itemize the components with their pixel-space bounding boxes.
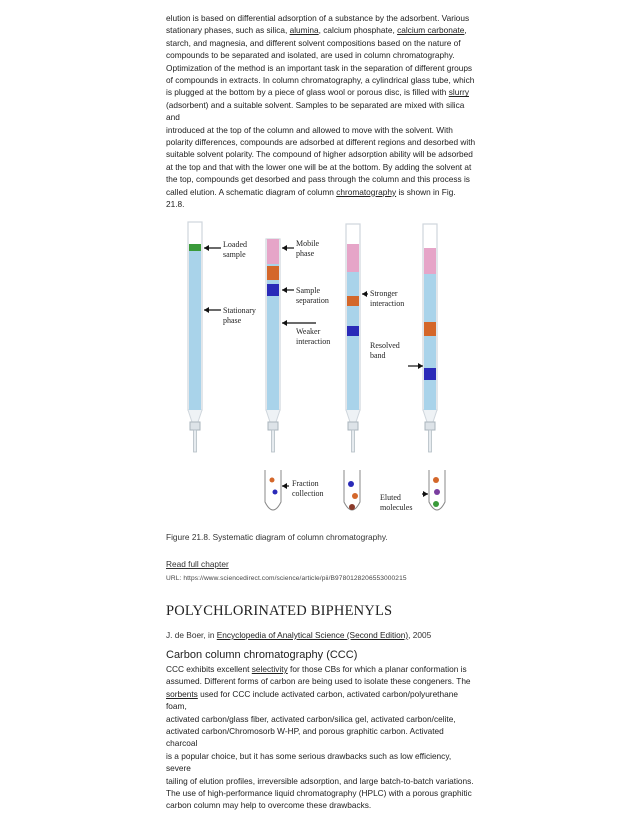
- column-4-tip: [429, 430, 432, 452]
- eluted-dot-orange: [352, 493, 358, 499]
- inline-link[interactable]: calcium carbonate: [397, 25, 465, 36]
- orange-band-2: [267, 266, 279, 280]
- blue-band-2: [267, 284, 279, 296]
- chapter-url: URL: https://www.sciencedirect.com/science/article/pii/B9780128206553000215: [166, 575, 407, 582]
- loaded-sample-label: Loaded sample: [223, 240, 247, 259]
- pink-band-4: [424, 248, 436, 274]
- fraction-dot-orange: [270, 478, 275, 483]
- fraction-collection-label: Fraction collection: [292, 479, 324, 498]
- stationary-phase-arrow-head: [204, 307, 209, 313]
- sample-separation-label: Sample separation: [296, 286, 329, 305]
- fraction-collection-arrow-head: [282, 483, 287, 489]
- inline-link[interactable]: alumina: [289, 25, 319, 36]
- column-3-stopcock: [348, 422, 358, 430]
- column-2-tip: [272, 430, 275, 452]
- blue-band-4: [424, 368, 436, 380]
- weaker-interaction-arrow-head: [282, 320, 287, 326]
- stronger-interaction-arrow-head: [362, 291, 367, 297]
- eluted-dot-blue: [348, 481, 354, 487]
- eluted-molecules-arrow-head: [423, 491, 428, 497]
- column-2-taper: [266, 410, 280, 422]
- fraction-dot-blue: [273, 490, 278, 495]
- eluted-molecules-label: Eluted molecules: [380, 493, 413, 512]
- column-1-fill: [189, 244, 201, 410]
- column-3-tip: [352, 430, 355, 452]
- loaded-sample-arrow-head: [204, 245, 209, 251]
- column-chromatography-figure: [166, 214, 476, 524]
- inline-link[interactable]: slurry: [448, 87, 469, 98]
- resolved-band-label: Resolved band: [370, 341, 400, 360]
- weaker-interaction-label: Weaker interaction: [296, 327, 331, 346]
- resolved-dot-orange: [433, 477, 439, 483]
- column-1-taper: [188, 410, 202, 422]
- green-sample-band: [189, 244, 201, 251]
- inline-link[interactable]: selectivity: [251, 664, 288, 674]
- orange-band-3: [347, 296, 359, 306]
- inline-link[interactable]: Encyclopedia of Analytical Science (Second Edition): [216, 630, 409, 640]
- stationary-phase-label: Stationary phase: [223, 306, 256, 325]
- pink-band-3: [347, 244, 359, 272]
- sample-separation-arrow-head: [282, 287, 287, 293]
- pink-band-2: [267, 239, 279, 264]
- resolved-dot-purple: [434, 489, 440, 495]
- column-3-taper: [346, 410, 360, 422]
- blue-band-3: [347, 326, 359, 336]
- section-title: POLYCHLORINATED BIPHENYLS: [166, 603, 393, 619]
- subsection-title: Carbon column chromatography (CCC): [166, 649, 358, 661]
- column-1-tip: [194, 430, 197, 452]
- figure-caption: Figure 21.8. Systematic diagram of column chromatography.: [166, 532, 388, 542]
- column-2-fill: [267, 239, 279, 410]
- author-line: J. de Boer, in Encyclopedia of Analytical Science (Second Edition), 2005: [166, 630, 432, 640]
- column-4-taper: [423, 410, 437, 422]
- fraction-tube: [265, 470, 281, 510]
- orange-band-4: [424, 322, 436, 336]
- column-4-stopcock: [425, 422, 435, 430]
- read-full-chapter-link[interactable]: Read full chapter: [166, 559, 229, 569]
- stronger-interaction-label: Stronger interaction: [370, 289, 405, 308]
- column-2-stopcock: [268, 422, 278, 430]
- body-paragraph: CCC exhibits excellent selectivity for those CBs for which a planar conformation is assumed. Different forms of carbon are being used to isolate these congeners. The sorbents used for CCC include activated carbon, activated carbon/polyurethane foam, activated carbon/glass fiber, activated carbon/silica gel, activated carbon/celite, activated carbon/Chromosorb W-HP, and porous graphitic carbon. Activated charcoal is a popular choice, but it has some serious drawbacks such as low efficiency, severe tailing of elution profiles, irreversible adsorption, and large batch-to-batch variations. The use of high-performance liquid chromatography (HPLC) with a porous graphitic carbon column may help to overcome these drawbacks.: [166, 664, 474, 811]
- intro-paragraph: elution is based on differential adsorption of a substance by the adsorbent. Various stationary phases, such as silica, alumina, calcium phosphate, calcium carbonate, starch, and magnesia, and different solvent compositions based on the nature of compounds to be separated and isolated, are used in column chromatography. Optimization of the method is an important task in the separation of different groups of compounds in extracts. In column chromatography, a cylindrical glass tube, which is plugged at the bottom by a piece of glass wool or porous disc, is filled with slurry (adsorbent) and a suitable solvent. Samples to be separated are mixed with silica and introduced at the top of the column and allowed to move with the solvent. With polarity differences, compounds are adsorbed at different regions and desorbed with suitable solvent polarity. The compound of higher adsorption ability will be adsorbed at the top and that with the lower one will be at the bottom. By adding the solvent at the top, compounds get desorbed and pass through the column and this process is called elution. A schematic diagram of column chromatography is shown in Fig. 21.8.: [166, 13, 476, 210]
- resolved-dot-green: [433, 501, 439, 507]
- eluted-dot-brown: [349, 504, 355, 510]
- column-1-stopcock: [190, 422, 200, 430]
- resolved-band-arrow-head: [418, 363, 423, 369]
- inline-link[interactable]: sorbents: [166, 688, 198, 699]
- mobile-phase-arrow-head: [282, 245, 287, 251]
- mobile-phase-label: Mobile phase: [296, 239, 320, 258]
- inline-link[interactable]: chromatography: [336, 186, 397, 197]
